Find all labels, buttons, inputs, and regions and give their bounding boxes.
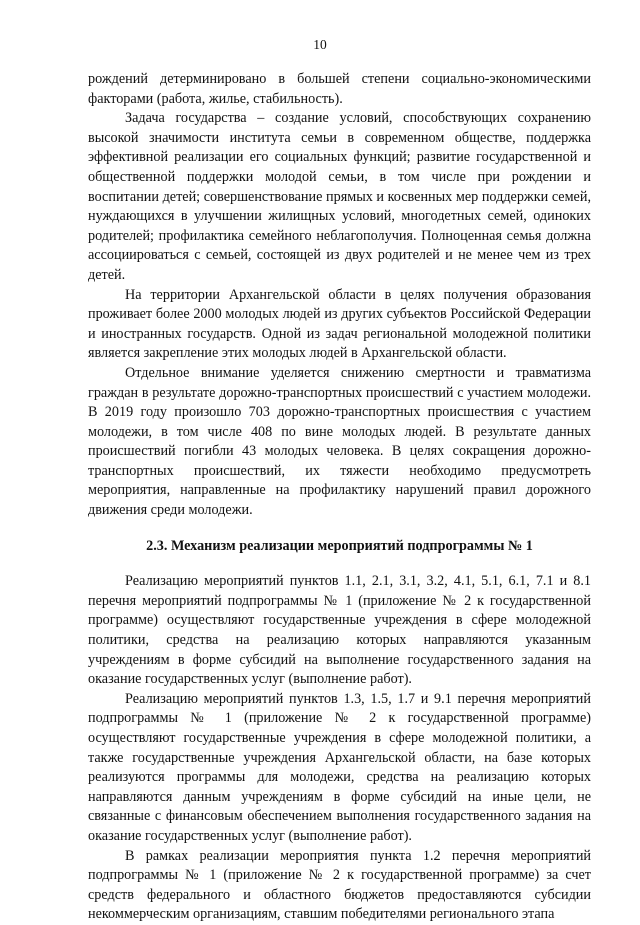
paragraph-continuation: рождений детерминировано в большей степени социально-экономическими факторами (работа, жилье, стабильность). [88,71,591,107]
paragraph-students-region: На территории Архангельской области в целях получения образования проживает более 2000 молодых людей из других субъектов Российской Федерации и иностранных государств. Одной из задач региональной молодежной политики является закрепление этих молодых людей в Архангельской области. [88,286,591,362]
page-body [88,70,591,925]
paragraph-state-task: Задача государства – создание условий, способствующих сохранению высокой значимости института семьи в современном обществе, поддержка эффективной реализации его социальных функций; развитие государственной и общественной поддержки молодой семьи, в том числе при рождении и воспитании детей; совершенствование прямых и косвенных мер поддержки семей, нуждающихся в улучшении жилищных условий, многодетных семей, одиноких родителей; профилактика семейного неблагополучия. Полноценная семья должна ассоциироваться с семьей, состоящей из двух родителей и не менее чем из трех детей. [88,110,591,283]
paragraph-implementation-3: В рамках реализации мероприятия пункта 1.2 перечня мероприятий подпрограммы № 1 (приложение № 2 к государственной программе) за счет средств федерального и областного бюджетов предоставляются субсидии некоммерческим организациям, ставшим победителями регионального этапа [88,847,591,923]
paragraph-implementation-1: Реализацию мероприятий пунктов 1.1, 2.1, 3.1, 3.2, 4.1, 5.1, 6.1, 7.1 и 8.1 перечня мероприятий подпрограммы № 1 (приложение № 2 к государственной программе) осуществляют государственные учреждения в сфере молодежной политики, средства на реализацию которых направляются указанным учреждениям в форме субсидий на выполнение государственного задания на оказание государственных услуг (выполнение работ). [88,573,591,688]
paragraph-road-safety: Отдельное внимание уделяется снижению смертности и травматизма граждан в результате дорожно-транспортных происшествий с участием молодежи. В 2019 году произошло 703 дорожно-транспортных происшествия с участием молодежи, в том числе 408 по вине молодых людей. В результате данных происшествий погибли 43 молодых человека. В целях сокращения дорожно-транспортных происшествий, их тяжести необходимо предусмотреть мероприятия, направленные на профилактику нарушений правил дорожного движения среди молодежи. [88,364,591,519]
paragraph-implementation-2: Реализацию мероприятий пунктов 1.3, 1.5, 1.7 и 9.1 перечня мероприятий подпрограммы № 1 (приложение № 2 к государственной программе) осуществляют государственные учреждения в сфере молодежной политики, а также государственные учреждения Архангельской области, на базе которых реализуются программы для молодежи, средства на реализацию которых направляются данным учреждениям в форме субсидий на иные цели, не связанные с финансовым обеспечением выполнения государственного задания на оказание государственных услуг (выполнение работ). [88,690,591,844]
page-number: 10 [313,37,327,52]
section-heading: 2.3. Механизм реализации мероприятий подпрограммы № 1 [146,537,533,554]
